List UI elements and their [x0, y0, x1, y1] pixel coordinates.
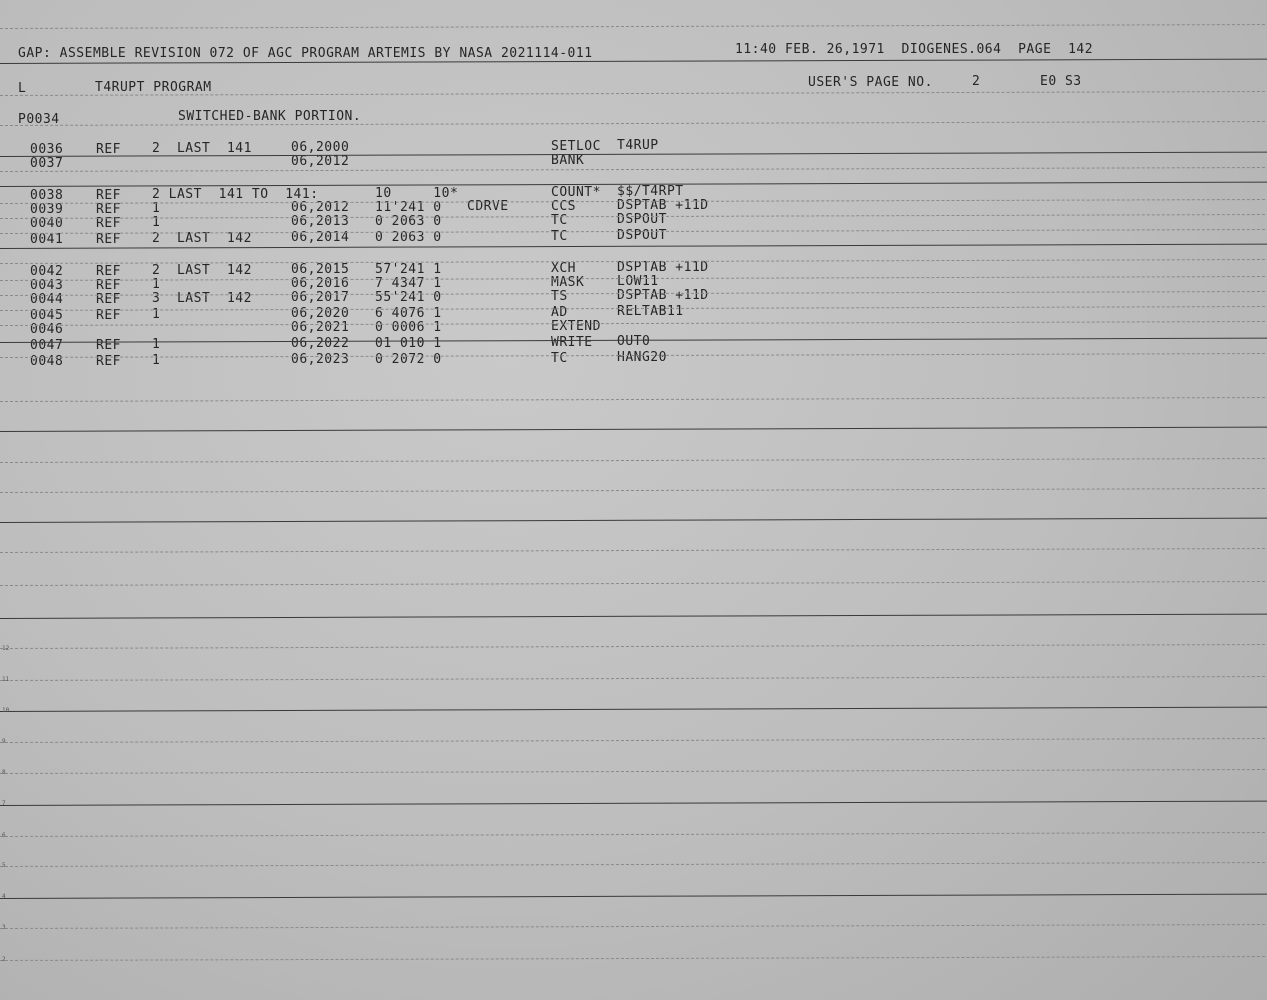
solid-rule	[0, 517, 1267, 523]
octal-value: 01 010 1	[375, 336, 442, 351]
location: 06,2016	[291, 276, 350, 291]
dashed-rule	[0, 738, 1267, 743]
margin-tick: 4	[2, 893, 6, 900]
opcode: CCS	[551, 199, 576, 214]
dashed-rule	[0, 862, 1267, 867]
dashed-rule	[0, 24, 1267, 29]
dashed-rule	[0, 769, 1267, 774]
ref-marker: REF	[96, 216, 121, 231]
operand: T4RUP	[617, 138, 659, 153]
operand: DSPOUT	[617, 228, 667, 243]
solid-rule	[0, 426, 1267, 432]
operand: DSPOUT	[617, 212, 667, 227]
ref-info: 1	[152, 337, 161, 352]
opcode: TS	[551, 289, 568, 304]
margin-tick: 9	[2, 738, 6, 745]
margin-tick: 7	[2, 800, 6, 807]
dashed-rule	[0, 924, 1267, 929]
location: 06,2000	[291, 140, 350, 155]
margin-tick: 2	[2, 956, 6, 963]
opcode: XCH	[551, 261, 576, 276]
octal-value: 0 2063 0	[375, 230, 442, 245]
dashed-rule	[0, 321, 1267, 326]
octal-value: 0 2072 0	[375, 352, 442, 367]
opcode: TC	[551, 213, 568, 228]
line-number: 0046	[30, 322, 64, 337]
opcode: WRITE	[551, 335, 593, 350]
ref-marker: REF	[96, 142, 121, 157]
location: 06,2022	[291, 336, 350, 351]
line-number: 0038	[30, 188, 64, 203]
line-number: 0044	[30, 292, 64, 307]
solid-rule	[0, 893, 1267, 899]
operand: RELTAB11	[617, 304, 684, 319]
margin-tick: 12	[2, 645, 10, 652]
operand: $$/T4RPT	[617, 184, 684, 199]
ref-marker: REF	[96, 188, 121, 203]
header-code: E0 S3	[1040, 74, 1082, 89]
octal-value: 6 4076 1	[375, 306, 442, 321]
ref-info: 3 LAST 142	[152, 291, 252, 306]
margin-tick: 10	[2, 707, 10, 714]
operand: DSPTAB +11D	[617, 288, 709, 303]
section-title: SWITCHED-BANK PORTION.	[178, 109, 362, 124]
location: 06,2012	[291, 154, 350, 169]
program-title: T4RUPT PROGRAM	[95, 80, 212, 95]
header-date-page: 11:40 FEB. 26,1971 DIOGENES.064 PAGE 142	[735, 42, 1094, 57]
location: 06,2020	[291, 306, 350, 321]
dashed-rule	[0, 397, 1267, 402]
ref-marker: REF	[96, 292, 121, 307]
ref-marker: REF	[96, 278, 121, 293]
opcode: SETLOC	[551, 139, 601, 154]
ref-info: 1	[152, 307, 161, 322]
page-id: P0034	[18, 112, 60, 127]
dashed-rule	[0, 458, 1267, 463]
line-number: 0045	[30, 308, 64, 323]
dashed-rule	[0, 581, 1267, 586]
line-number: 0037	[30, 156, 64, 171]
line-number: 0041	[30, 232, 64, 247]
line-number: 0040	[30, 216, 64, 231]
opcode: MASK	[551, 275, 585, 290]
location: 06,2023	[291, 352, 350, 367]
location: 06,2012	[291, 200, 350, 215]
octal-value: 10 10*	[375, 186, 459, 201]
location: 06,2014	[291, 230, 350, 245]
header-type-code: L	[18, 81, 27, 96]
dashed-rule	[0, 832, 1267, 837]
opcode: TC	[551, 229, 568, 244]
ref-marker: REF	[96, 232, 121, 247]
label: CDRVE	[467, 199, 509, 214]
user-page-label: USER'S PAGE NO.	[808, 75, 933, 90]
ref-info: 2 LAST 141	[152, 141, 252, 156]
margin-tick: 5	[2, 862, 6, 869]
ref-info: 2 LAST 142	[152, 263, 252, 278]
dashed-rule	[0, 548, 1267, 553]
ref-info: 1	[152, 215, 161, 230]
operand: LOW11	[617, 274, 659, 289]
line-number: 0036	[30, 142, 64, 157]
line-number: 0043	[30, 278, 64, 293]
margin-tick: 6	[2, 832, 6, 839]
opcode: COUNT*	[551, 185, 601, 200]
ref-info: 1	[152, 201, 161, 216]
ref-marker: REF	[96, 202, 121, 217]
dashed-rule	[0, 644, 1267, 649]
octal-value: 0 2063 0	[375, 214, 442, 229]
dashed-rule	[0, 488, 1267, 493]
octal-value: 7 4347 1	[375, 276, 442, 291]
octal-value: 55'241 0	[375, 290, 442, 305]
opcode: AD	[551, 305, 568, 320]
octal-value: 57'241 1	[375, 262, 442, 277]
line-number: 0042	[30, 264, 64, 279]
operand: DSPTAB +11D	[617, 198, 709, 213]
margin-tick: 8	[2, 769, 6, 776]
line-number: 0047	[30, 338, 64, 353]
ref-marker: REF	[96, 354, 121, 369]
operand: DSPTAB +11D	[617, 260, 709, 275]
ref-info: 1	[152, 277, 161, 292]
location: 06,2021	[291, 320, 350, 335]
solid-rule	[0, 613, 1267, 619]
octal-value: 0 0006 1	[375, 320, 442, 335]
operand: OUT0	[617, 334, 651, 349]
dashed-rule	[0, 676, 1267, 681]
solid-rule	[0, 706, 1267, 712]
dashed-rule	[0, 956, 1267, 961]
line-number: 0048	[30, 354, 64, 369]
dashed-rule	[0, 167, 1267, 172]
user-page-number: 2	[972, 74, 981, 89]
location: 06,2017	[291, 290, 350, 305]
opcode: TC	[551, 351, 568, 366]
ref-info: 2 LAST 141 TO 141:	[152, 187, 319, 202]
ref-marker: REF	[96, 338, 121, 353]
ref-info: 1	[152, 353, 161, 368]
opcode: EXTEND	[551, 319, 601, 334]
location: 06,2015	[291, 262, 350, 277]
octal-value: 11'241 0	[375, 200, 442, 215]
solid-rule	[0, 800, 1267, 806]
header-assembly-info: GAP: ASSEMBLE REVISION 072 OF AGC PROGRAM ARTEMIS BY NASA 2021114-011	[18, 46, 593, 61]
margin-tick: 3	[2, 924, 6, 931]
operand: HANG20	[617, 350, 667, 365]
line-number: 0039	[30, 202, 64, 217]
ref-marker: REF	[96, 264, 121, 279]
opcode: BANK	[551, 153, 585, 168]
ref-info: 2 LAST 142	[152, 231, 252, 246]
margin-tick: 11	[2, 676, 10, 683]
location: 06,2013	[291, 214, 350, 229]
ref-marker: REF	[96, 308, 121, 323]
